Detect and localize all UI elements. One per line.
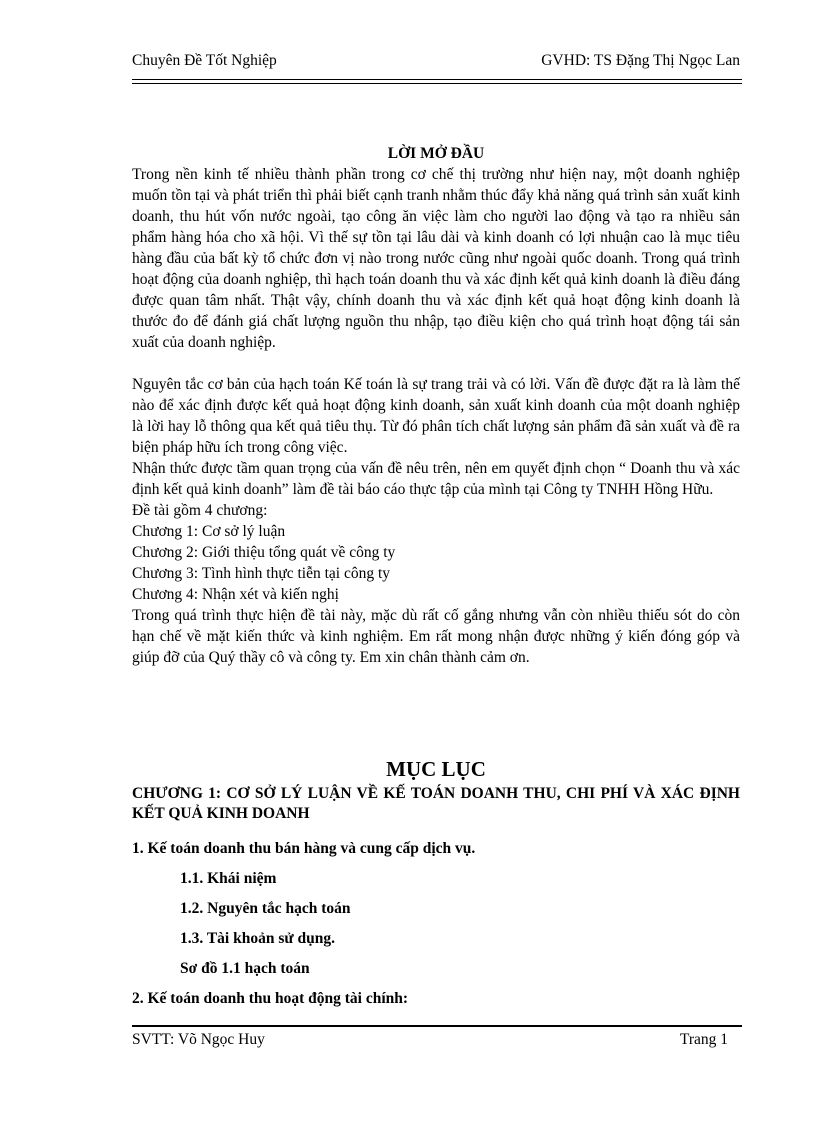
toc-section-2: 2. Kế toán doanh thu hoạt động tài chính: bbox=[132, 990, 409, 1007]
toc-subsection-1-2: 1.2. Nguyên tắc hạch toán bbox=[180, 900, 351, 917]
chapters-intro: Đề tài gồm 4 chương: bbox=[132, 502, 268, 519]
table-of-contents bbox=[132, 784, 740, 1014]
header-rule bbox=[132, 79, 742, 80]
intro-section bbox=[132, 143, 740, 668]
chapter-item-3: Chương 3: Tình hình thực tiễn tại công ty bbox=[132, 565, 391, 582]
chapter-item-4: Chương 4: Nhận xét và kiến nghị bbox=[132, 586, 339, 603]
footer-rule bbox=[132, 1025, 742, 1027]
intro-paragraph-3: Nhận thức được tầm quan trọng của vấn đề nêu trên, nên em quyết định chọn “ Doanh thu và xác định kết quả kinh doanh” làm đề tài báo cáo thực tập của mình tại Công ty TNHH Hồng Hữu. bbox=[132, 460, 740, 498]
intro-paragraph-2: Nguyên tắc cơ bản của hạch toán Kế toán là sự trang trải và có lời. Vấn đề được đặt ra là làm thế nào để xác định được kết quả hoạt động kinh doanh, sản xuất kinh doanh của một doanh nghiệp là lời hay lỗ thông qua kết quả tiêu thụ. Từ đó phân tích chất lượng sản phẩm đã sản xuất và đề ra biện pháp hữu ích trong công việc. bbox=[132, 376, 740, 456]
toc-subsection-1-1: 1.1. Khái niệm bbox=[180, 870, 277, 887]
toc-chapter-1: CHƯƠNG 1: CƠ SỞ LÝ LUẬN VỀ KẾ TOÁN DOANH THU, CHI PHÍ VÀ XÁC ĐỊNH KẾT QUẢ KINH DOANH bbox=[132, 785, 740, 822]
chapter-item-2: Chương 2: Giới thiệu tổng quát về công ty bbox=[132, 544, 396, 561]
footer-page-number: Trang 1 bbox=[679, 1031, 728, 1048]
intro-paragraph-1: Trong nền kinh tế nhiều thành phần trong cơ chế thị trường như hiện nay, một doanh nghiệp muốn tồn tại và phát triển thì phải biết cạnh tranh nhằm thúc đẩy khả năng quá trình sản xuất kinh doanh, thu hút vốn nước ngoài, tạo công ăn việc làm cho người lao động và tạo ra nhiều sản phẩm hàng hóa cho xã hội. Vì thế sự tồn tại lâu dài và kinh doanh có lợi nhuận cao là mục tiêu hàng đầu của bất kỳ tổ chức đơn vị nào trong nước cũng như ngoài quốc doanh. Trong quá trình hoạt động của doanh nghiệp, thì hạch toán doanh thu và xác định kết quả kinh doanh là điều đáng được quan tâm nhất. Thật vậy, chính doanh thu và xác định kết quả hoạt động kinh doanh là thước đo để đánh giá chất lượng nguồn thu nhập, tạo điều kiện cho quá trình hoạt động tái sản xuất của doanh nghiệp. bbox=[132, 166, 740, 351]
toc-title: MỤC LỤC bbox=[386, 757, 486, 781]
toc-subsection-1-3: 1.3. Tài khoản sử dụng. bbox=[180, 930, 336, 947]
toc-diagram-1-1: Sơ đồ 1.1 hạch toán bbox=[180, 960, 310, 977]
paragraph-gap bbox=[132, 353, 740, 374]
page-footer bbox=[132, 1031, 740, 1055]
header-course-title: Chuyên Đề Tốt Nghiệp bbox=[132, 52, 277, 69]
page-header bbox=[132, 52, 740, 76]
header-rule-thin bbox=[132, 83, 742, 84]
intro-title: LỜI MỞ ĐẦU bbox=[387, 145, 485, 162]
intro-closing: Trong quá trình thực hiện đề tài này, mặc dù rất cố gắng nhưng vẫn còn nhiều thiếu sót do còn hạn chế về mặt kiến thức và kinh nghiệm. Em rất mong nhận được những ý kiến đóng góp và giúp đỡ của Quý thầy cô và công ty. Em xin chân thành cảm ơn. bbox=[132, 607, 740, 666]
footer-student: SVTT: Võ Ngọc Huy bbox=[132, 1031, 265, 1048]
header-advisor: GVHD: TS Đặng Thị Ngọc Lan bbox=[541, 52, 740, 69]
chapter-item-1: Chương 1: Cơ sở lý luận bbox=[132, 523, 286, 540]
toc-section-1: 1. Kế toán doanh thu bán hàng và cung cấp dịch vụ. bbox=[132, 840, 476, 857]
